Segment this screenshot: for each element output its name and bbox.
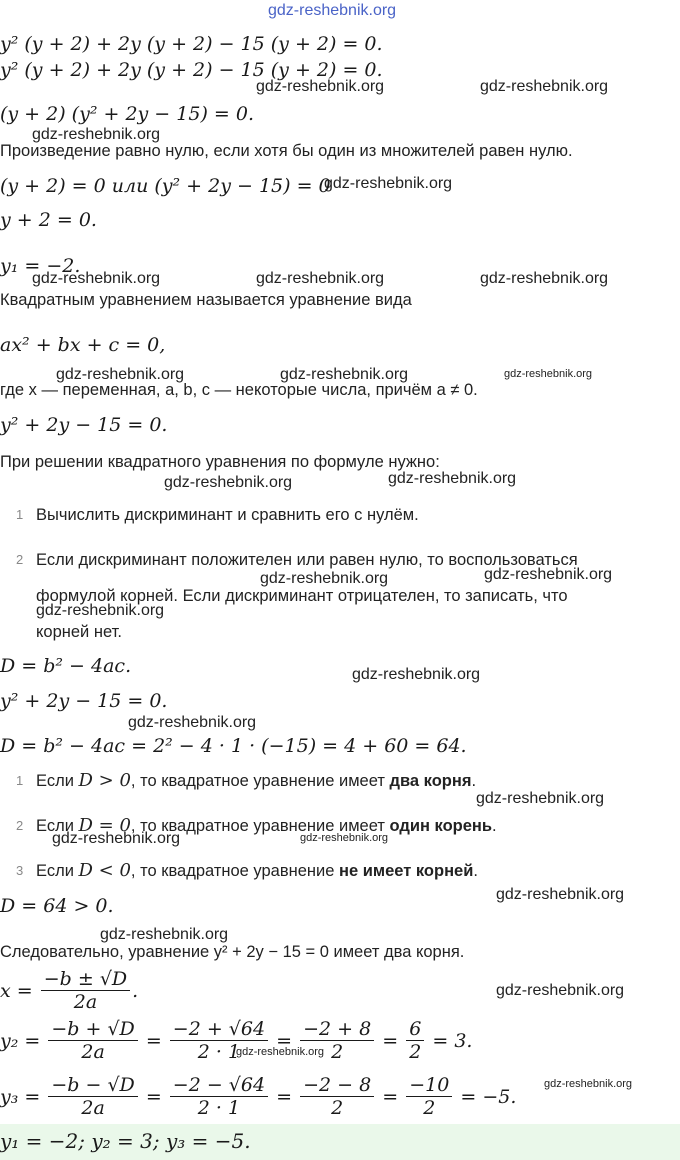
watermark: gdz-reshebnik.org: [128, 714, 257, 731]
equation-line: (y + 2) (y² + 2y − 15) = 0.: [0, 103, 254, 125]
list-number: 2: [16, 552, 24, 567]
watermark: gdz-reshebnik.org: [504, 368, 593, 380]
list-item: Если D > 0, то квадратное уравнение имеет два корня.: [36, 770, 477, 791]
watermark: gdz-reshebnik.org: [236, 1046, 325, 1058]
list-item: Если дискриминант положителен или равен нулю, то воспользоваться: [36, 551, 578, 569]
list-number: 1: [16, 507, 24, 522]
watermark: gdz-reshebnik.org: [36, 602, 165, 619]
equation-line: y² + 2y − 15 = 0.: [0, 414, 168, 436]
watermark: gdz-reshebnik.org: [544, 1078, 633, 1090]
equation-line: ax² + bx + c = 0,: [0, 334, 166, 356]
watermark: gdz-reshebnik.org: [260, 570, 389, 587]
list-number: 2: [16, 818, 24, 833]
explanation-text: где x — переменная, a, b, c — некоторые числа, причём a ≠ 0.: [0, 381, 478, 399]
watermark: gdz-reshebnik.org: [480, 78, 609, 95]
watermark: gdz-reshebnik.org: [496, 982, 625, 999]
list-number: 1: [16, 773, 24, 788]
explanation-text: При решении квадратного уравнения по формуле нужно:: [0, 453, 440, 471]
equation-line: (y + 2) = 0 или (y² + 2y − 15) = 0: [0, 175, 331, 197]
watermark: gdz-reshebnik.org: [324, 175, 453, 192]
list-item: формулой корней. Если дискриминант отрицателен, то записать, что: [36, 587, 568, 605]
watermark: gdz-reshebnik.org: [56, 366, 185, 383]
watermark: gdz-reshebnik.org: [352, 666, 481, 683]
answer-box: [0, 1124, 680, 1160]
equation-line: D = 64 > 0.: [0, 895, 114, 917]
watermark: gdz-reshebnik.org: [300, 832, 389, 844]
watermark: gdz-reshebnik.org: [32, 126, 161, 143]
equation-line: y² + 2y − 15 = 0.: [0, 690, 168, 712]
watermark: gdz-reshebnik.org: [164, 474, 293, 491]
list-number: 3: [16, 863, 24, 878]
explanation-text: Произведение равно нулю, если хотя бы один из множителей равен нулю.: [0, 142, 573, 160]
list-item: Вычислить дискриминант и сравнить его с нулём.: [36, 506, 419, 524]
equation-line: y² (y + 2) + 2y (y + 2) − 15 (y + 2) = 0.: [0, 33, 383, 55]
root-formula: x = $\frac{-b \pm √D}{2a}$ .: [0, 968, 139, 1013]
watermark: gdz-reshebnik.org: [484, 566, 613, 583]
equation-line: D = b² − 4ac.: [0, 655, 132, 677]
list-item: Если D = 0, то квадратное уравнение имеет один корень.: [36, 815, 497, 836]
watermark: gdz-reshebnik.org: [32, 270, 161, 287]
root-y3-computation: y₃ = $\frac{-b - √D}{2a}$ = $\frac{-2 - √64}{2 \cdot 1}$ = $\frac{-2 - 8}{2}$ = $\frac{-10}{2}$ = −5.: [0, 1074, 517, 1119]
watermark: gdz-reshebnik.org: [480, 270, 609, 287]
equation-line: y + 2 = 0.: [0, 209, 97, 231]
watermark: gdz-reshebnik.org: [52, 830, 181, 847]
watermark: gdz-reshebnik.org: [476, 790, 605, 807]
equation-line: D = b² − 4ac = 2² − 4 · 1 · (−15) = 4 + 60 = 64.: [0, 735, 467, 757]
answer-text: y₁ = −2; y₂ = 3; y₃ = −5.: [0, 1129, 251, 1153]
watermark: gdz-reshebnik.org: [268, 2, 397, 19]
watermark: gdz-reshebnik.org: [496, 886, 625, 903]
watermark: gdz-reshebnik.org: [388, 470, 517, 487]
list-item: Если D < 0, то квадратное уравнение не имеет корней.: [36, 860, 478, 881]
watermark: gdz-reshebnik.org: [100, 926, 229, 943]
watermark: gdz-reshebnik.org: [256, 78, 385, 95]
equation-line: y₁ = −2.: [0, 255, 81, 277]
explanation-text: Квадратным уравнением называется уравнение вида: [0, 291, 412, 309]
watermark: gdz-reshebnik.org: [256, 270, 385, 287]
explanation-text: Следовательно, уравнение y² + 2y − 15 = 0 имеет два корня.: [0, 943, 465, 961]
watermark: gdz-reshebnik.org: [280, 366, 409, 383]
root-y2-computation: y₂ = $\frac{-b + √D}{2a}$ = $\frac{-2 + √64}{2 \cdot 1}$ = $\frac{-2 + 8}{2}$ = $\frac{6}{2}$ = 3.: [0, 1018, 473, 1063]
equation-line: y² (y + 2) + 2y (y + 2) − 15 (y + 2) = 0.: [0, 59, 383, 81]
list-item: корней нет.: [36, 623, 122, 641]
